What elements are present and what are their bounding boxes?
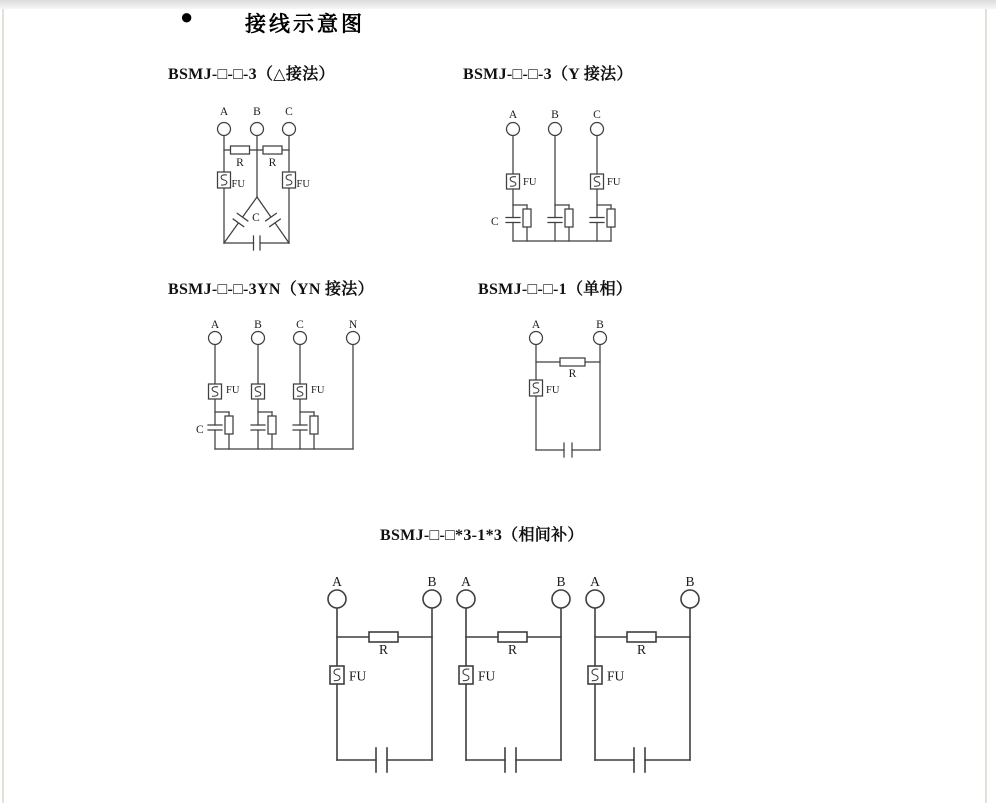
- title-bullet-icon: ●: [180, 4, 194, 29]
- wires: [466, 608, 561, 760]
- delta-connection-diagram: [190, 98, 325, 260]
- fuse-symbol: [252, 384, 265, 399]
- terminal-a-node: [209, 332, 222, 345]
- terminal-a-label: A: [332, 574, 342, 589]
- fuse-symbol: [209, 384, 240, 399]
- capacitor-symbol: [266, 213, 281, 226]
- resistor-symbol: [231, 146, 250, 169]
- terminal-b: [552, 574, 570, 608]
- terminal-a-node: [507, 123, 520, 136]
- terminal-a-node: [457, 590, 475, 608]
- terminal-c-node: [294, 332, 307, 345]
- fuse-label: FU: [231, 179, 245, 190]
- single-phase-diagram: [520, 315, 620, 467]
- terminal-a: [507, 109, 520, 136]
- terminal-a-label: A: [508, 109, 518, 121]
- terminal-b-label: B: [556, 574, 566, 589]
- terminal-a: [586, 574, 604, 608]
- resistor-symbol: [560, 358, 585, 380]
- terminal-n-label: N: [348, 319, 358, 331]
- discharge-resistor-symbol: [523, 209, 531, 227]
- terminal-n: [347, 319, 360, 345]
- capacitor-label: C: [196, 424, 204, 436]
- fuse-symbol: [507, 174, 537, 189]
- fuse-label: FU: [607, 177, 621, 188]
- terminal-b-label: B: [596, 319, 604, 331]
- terminal-b-node: [423, 590, 441, 608]
- fuse-label: FU: [349, 668, 367, 684]
- discharge-resistor-symbol: [225, 416, 233, 434]
- terminal-a-label: A: [219, 106, 229, 118]
- interphase-unit: [328, 574, 441, 772]
- terminal-b-label: B: [551, 109, 559, 121]
- terminal-a: [328, 574, 346, 608]
- resistor-label: R: [268, 157, 277, 169]
- fuse-label: FU: [478, 668, 496, 684]
- section-label-yn: BSMJ-□-□-3YN（YN 接法）: [168, 281, 374, 298]
- terminal-b: [252, 319, 265, 345]
- wires: [595, 608, 690, 760]
- capacitor-label: C: [491, 216, 499, 228]
- wye-connection-diagram: [490, 105, 635, 247]
- capacitor-symbol: [548, 218, 562, 223]
- fuse-label: FU: [546, 385, 560, 396]
- discharge-resistor-symbol: [310, 416, 318, 434]
- capacitor-symbol: [634, 748, 645, 772]
- terminal-b-node: [552, 590, 570, 608]
- fuse-symbol: [294, 384, 325, 399]
- fuse-label: FU: [311, 385, 325, 396]
- terminal-b: [549, 109, 562, 136]
- fuse-label: FU: [226, 385, 240, 396]
- terminal-c-label: C: [296, 319, 304, 331]
- section-label-delta: BSMJ-□-□-3（△接法）: [168, 66, 335, 83]
- terminal-b: [594, 319, 607, 345]
- terminal-c-label: C: [593, 109, 601, 121]
- capacitor-label: C: [252, 212, 260, 224]
- section-label-single-phase: BSMJ-□-□-1（单相）: [478, 281, 633, 298]
- resistor-label: R: [636, 642, 647, 657]
- resistor-label: R: [568, 368, 577, 380]
- discharge-resistor-symbol: [607, 209, 615, 227]
- wires: [337, 608, 432, 760]
- fuse-label: FU: [607, 668, 625, 684]
- page-left-border: [2, 9, 4, 803]
- resistor-label: R: [236, 157, 244, 169]
- terminal-c-label: C: [285, 106, 293, 118]
- capacitor-symbol: [208, 425, 222, 430]
- terminal-b-node: [594, 332, 607, 345]
- terminal-c-node: [283, 123, 296, 136]
- fuse-symbol: [283, 172, 311, 190]
- terminal-n-node: [347, 332, 360, 345]
- terminal-c: [591, 109, 604, 136]
- terminal-c: [294, 319, 307, 345]
- yn-connection-diagram: [195, 315, 367, 457]
- terminal-b-node: [251, 123, 264, 136]
- resistor-label: R: [507, 642, 518, 657]
- capacitor-symbol: [505, 748, 516, 772]
- interphase-diagram: [320, 570, 710, 796]
- fuse-symbol: [459, 666, 496, 684]
- fuse-symbol: [588, 666, 625, 684]
- terminal-b-label: B: [254, 319, 262, 331]
- page-top-border: [0, 0, 996, 9]
- terminal-b: [681, 574, 699, 608]
- terminal-a: [457, 574, 475, 608]
- terminal-a: [530, 319, 543, 345]
- fuse-symbol: [330, 666, 367, 684]
- capacitor-symbol: [506, 218, 520, 223]
- terminal-b-label: B: [427, 574, 437, 589]
- terminal-b-node: [549, 123, 562, 136]
- section-label-wye: BSMJ-□-□-3（Y 接法）: [463, 66, 633, 83]
- terminal-a-label: A: [531, 319, 541, 331]
- capacitor-symbol: [590, 218, 604, 223]
- terminal-b-label: B: [685, 574, 695, 589]
- resistor-label: R: [378, 642, 389, 657]
- resistor-symbol: [369, 632, 398, 657]
- terminal-a-node: [586, 590, 604, 608]
- terminal-a: [209, 319, 222, 345]
- capacitor-symbol: [251, 425, 265, 430]
- discharge-resistor-symbol: [268, 416, 276, 434]
- terminal-a-node: [530, 332, 543, 345]
- section-label-interphase: BSMJ-□-□*3-1*3（相间补）: [380, 527, 584, 544]
- fuse-label: FU: [523, 177, 537, 188]
- terminal-b-node: [681, 590, 699, 608]
- terminal-a-node: [328, 590, 346, 608]
- interphase-unit: [457, 574, 570, 772]
- terminal-b: [251, 106, 264, 136]
- discharge-resistor-symbol: [565, 209, 573, 227]
- terminal-b-node: [252, 332, 265, 345]
- resistor-symbol: [627, 632, 656, 657]
- fuse-symbol: [530, 380, 560, 396]
- capacitor-symbol: [293, 425, 307, 430]
- capacitor-symbol: [564, 443, 572, 457]
- fuse-label: FU: [296, 179, 310, 190]
- capacitor-symbol: [254, 236, 261, 250]
- resistor-symbol: [498, 632, 527, 657]
- terminal-c: [283, 106, 296, 136]
- page-title: 接线示意图: [245, 12, 365, 36]
- fuse-symbol: [218, 172, 246, 190]
- terminal-a-node: [218, 123, 231, 136]
- capacitor-symbol: [376, 748, 387, 772]
- terminal-a-label: A: [461, 574, 471, 589]
- terminal-b-label: B: [253, 106, 261, 118]
- interphase-unit: [586, 574, 699, 772]
- page-right-border: [985, 9, 987, 803]
- capacitor-symbol: [233, 213, 248, 226]
- terminal-a: [218, 106, 231, 136]
- terminal-b: [423, 574, 441, 608]
- terminal-c-node: [591, 123, 604, 136]
- terminal-a-label: A: [210, 319, 220, 331]
- wires: [215, 345, 353, 450]
- terminal-a-label: A: [590, 574, 600, 589]
- fuse-symbol: [591, 174, 621, 189]
- resistor-symbol: [263, 146, 282, 169]
